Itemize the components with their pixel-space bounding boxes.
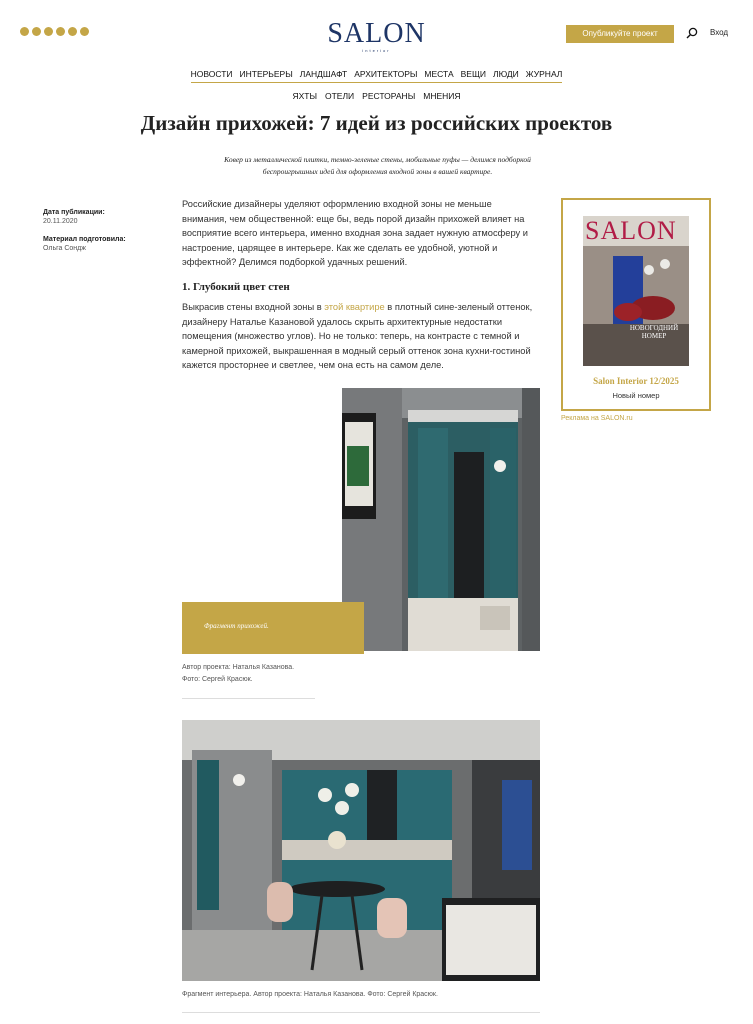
divider-bottom bbox=[182, 1012, 540, 1013]
author-name: Ольга Сондж bbox=[43, 245, 86, 252]
site-header bbox=[0, 0, 753, 60]
cover-headline: НОВОГОДНИЙ НОМЕР bbox=[629, 324, 679, 340]
photo-credit bbox=[182, 662, 294, 686]
magazine-cover bbox=[583, 216, 689, 366]
article-intro: Российские дизайнеры уделяют оформлению входной зоны не меньше внимания, чем общественной: еще бы, ведь порой дизайн прихожей влияет на восприятие всего интерьера, именно входная зона задает нужную атмосферу и настроение, царящее в интерьере. Как же сделать ее удобной, уютной и эффектной? Делимся подборкой удачных решений. bbox=[182, 199, 528, 267]
nav-item-people[interactable]: ЛЮДИ bbox=[493, 69, 519, 79]
section-heading: 1. Глубокий цвет стен bbox=[182, 281, 290, 293]
magazine-ad[interactable] bbox=[561, 198, 711, 411]
section-text-after: в плотный сине-зеленый оттенок, дизайнеру Наталье Казановой удалось скрыть архитектурные недостатки помещения (множество углов). Но не только: теперь, на контрасте с темной и камерной прихожей, выкрашенная в модный серый оттенок зона кухни-гостиной кажется просторнее и светлее, чем она есть на самом деле. bbox=[182, 302, 533, 370]
nav-item-opinions[interactable]: МНЕНИЯ bbox=[423, 91, 461, 101]
logo-subtext: interior bbox=[362, 48, 391, 53]
publish-project-button[interactable]: Опубликуйте проект bbox=[566, 25, 674, 43]
nav-item-hotels[interactable]: ОТЕЛИ bbox=[325, 91, 355, 101]
article-lead: Ковер из металлической плитки, темно-зеленые стены, мобильные пуфы — делимся подборкой беспроигрышных идей для оформления входной зоны в вашей квартире. bbox=[224, 155, 531, 176]
nav-item-landscape[interactable]: ЛАНДШАФТ bbox=[299, 69, 348, 79]
divider bbox=[182, 698, 315, 699]
nav-item-things[interactable]: ВЕЩИ bbox=[460, 69, 487, 79]
photo2-credit: Фрагмент интерьера. Автор проекта: Наталья Казанова. Фото: Сергей Красюк. bbox=[182, 991, 438, 998]
nav-item-restaurants[interactable]: РЕСТОРАНЫ bbox=[362, 91, 416, 101]
publish-date-label: Дата публикации: bbox=[43, 209, 105, 216]
kitchen-photo bbox=[182, 720, 540, 981]
nav-item-news[interactable]: НОВОСТИ bbox=[190, 69, 233, 79]
nav-item-interiors[interactable]: ИНТЕРЬЕРЫ bbox=[239, 69, 293, 79]
credit-author: Автор проекта: Наталья Казанова. bbox=[182, 664, 295, 671]
article-meta bbox=[43, 208, 153, 262]
nav-item-architects[interactable]: АРХИТЕКТОРЫ bbox=[354, 69, 418, 79]
photo-caption-box: Фрагмент прихожей. bbox=[182, 602, 364, 654]
ad-title[interactable]: Salon Interior 12/2025 bbox=[593, 376, 679, 386]
page-title: Дизайн прихожей: 7 идей из российских проектов bbox=[140, 111, 613, 135]
nav-item-places[interactable]: МЕСТА bbox=[424, 69, 454, 79]
hallway-photo bbox=[342, 388, 540, 651]
ad-caption[interactable]: Реклама на SALON.ru bbox=[561, 415, 633, 422]
apartment-link[interactable]: этой квартире bbox=[324, 302, 385, 312]
secondary-nav bbox=[0, 86, 753, 104]
nav-item-magazine[interactable]: ЖУРНАЛ bbox=[525, 69, 563, 79]
author-label: Материал подготовила: bbox=[43, 236, 126, 243]
cover-logo: SALON bbox=[585, 216, 677, 245]
section-paragraph bbox=[182, 300, 538, 373]
section-text-before: Выкрасив стены входной зоны в bbox=[182, 302, 325, 312]
search-icon[interactable] bbox=[686, 27, 698, 39]
ad-subtitle: Новый номер bbox=[612, 391, 660, 400]
publish-date: 20.11.2020 bbox=[43, 218, 78, 225]
login-link[interactable]: Вход bbox=[710, 28, 729, 37]
logo-text: SALON bbox=[327, 18, 426, 49]
primary-nav bbox=[0, 64, 753, 83]
nav-item-yachts[interactable]: ЯХТЫ bbox=[292, 91, 317, 101]
credit-photographer: Фото: Сергей Красюк. bbox=[182, 676, 253, 683]
